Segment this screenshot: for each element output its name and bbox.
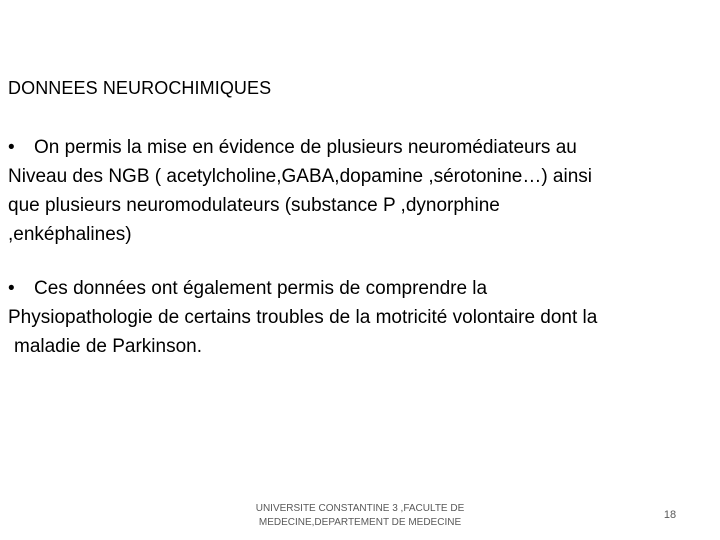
bullet-line: Niveau des NGB ( acetylcholine,GABA,dopamine ,sérotonine…) ainsi	[8, 166, 593, 187]
slide-footer	[240, 502, 480, 530]
slide-title: DONNEES NEUROCHIMIQUES	[8, 78, 272, 98]
bullet-line	[8, 133, 713, 162]
bullet-line: maladie de Parkinson.	[14, 336, 202, 357]
bullet-dot-icon: •	[8, 137, 15, 158]
bullet-text: On permis la mise en évidence de plusieurs neuromédiateurs au	[34, 137, 577, 158]
bullet-line: Physiopathologie de certains troubles de la motricité volontaire dont la	[8, 307, 598, 328]
bullet-line: ,enképhalines)	[8, 224, 132, 245]
bullet-item-neuromediators	[8, 133, 713, 249]
bullet-line: que plusieurs neuromodulateurs (substance P ,dynorphine	[8, 195, 500, 216]
footer-line: UNIVERSITE CONSTANTINE 3 ,FACULTE DE	[255, 503, 465, 514]
page-number: 18	[663, 509, 677, 521]
footer-line: MEDECINE,DEPARTEMENT DE MEDECINE	[258, 517, 462, 528]
bullet-dot-icon: •	[8, 278, 15, 299]
bullet-line	[8, 274, 713, 303]
bullet-text: Ces données ont également permis de comprendre la	[34, 278, 488, 299]
bullet-item-physiopathology	[8, 274, 713, 361]
